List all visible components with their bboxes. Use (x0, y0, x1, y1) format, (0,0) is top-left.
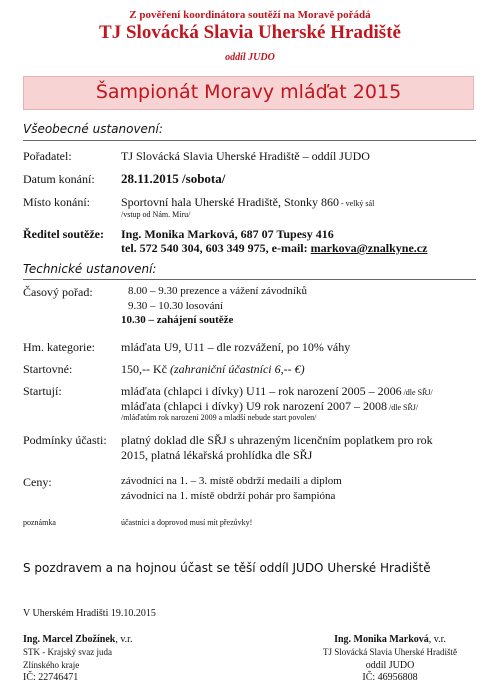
start-u9-note: /dle SŘJ/ (387, 403, 419, 412)
place-note-entry: /vstup od Nám. Míru/ (121, 210, 191, 219)
fee-label: Startovné: (23, 362, 73, 376)
conditions-line1: platný doklad dle SŘJ s uhrazeným licenčním poplatkem pro rok (121, 433, 433, 447)
signature-left-name: Ing. Marcel Zbožínek (23, 634, 116, 645)
signature-left-org: Zlínského kraje (23, 660, 80, 670)
signature-left-ic: IČ: 22746471 (23, 672, 79, 683)
start-line-u9 (121, 399, 418, 414)
fee-value: 150,-- Kč (121, 362, 170, 376)
divider (23, 279, 476, 280)
date-label: Datum konání: (23, 172, 95, 186)
conditions-label: Podmínky účasti: (23, 433, 107, 447)
technical-heading: Technické ustanovení: (23, 262, 157, 276)
section-label: oddíl JUDO (225, 52, 275, 63)
date-value: 28.11.2015 /sobota/ (121, 171, 226, 186)
start-u9: mláďata (chlapci i dívky) U9 rok narození 2007 – 2008 (121, 399, 388, 413)
conditions-line2: 2015, platná lékařská prohlídka dle SŘJ (121, 448, 313, 462)
divider (23, 140, 476, 141)
remark-label: poznámka (23, 518, 56, 527)
start-line-u11 (121, 384, 433, 399)
signature-right-suffix: , v.r. (428, 634, 446, 645)
club-title: TJ Slovácká Slavia Uherské Hradiště (99, 22, 401, 43)
schedule-item: 8.00 – 9.30 prezence a vážení závodníků (128, 285, 307, 297)
place-label: Místo konání: (23, 195, 91, 209)
general-heading: Všeobecné ustanovení: (23, 122, 163, 136)
organizer-value: TJ Slovácká Slavia Uherské Hradiště – oddíl JUDO (121, 149, 370, 163)
director-contact: tel. 572 540 304, 603 349 975, e-mail: (121, 241, 311, 255)
date-place: V Uherském Hradišti 19.10.2015 (23, 608, 156, 619)
signature-right-ic: IČ: 46956808 (362, 672, 418, 683)
prizes-line1: závodníci na 1. – 3. místě obdrží medaili a diplom (121, 475, 342, 487)
director-contact-line (121, 241, 427, 256)
schedule-item: 9.30 – 10.30 losování (128, 300, 224, 312)
schedule-item: 10.30 – zahájení soutěže (121, 314, 234, 326)
place-note: - velký sál (338, 199, 375, 208)
signature-left-role: STK - Krajský svaz juda (23, 647, 112, 657)
greeting: S pozdravem a na hojnou účast se těší oddíl JUDO Uherské Hradiště (23, 561, 431, 575)
prizes-label: Ceny: (23, 475, 52, 489)
document-title: Šampionát Moravy mláďat 2015 (95, 81, 402, 103)
start-label: Startují: (23, 384, 62, 398)
fee-line (121, 362, 305, 377)
schedule-label: Časový pořad: (23, 285, 93, 299)
header-line1: Z pověření koordinátora soutěží na Moravě pořádá (129, 9, 371, 21)
organizer-label: Pořadatel: (23, 149, 72, 163)
prizes-line2: závodníci na 1. místě obdrží pohár pro šampióna (121, 490, 336, 502)
signature-right-role: TJ Slovácká Slavia Uherské Hradiště (323, 647, 457, 657)
signature-right-org: oddíl JUDO (365, 660, 415, 671)
fee-note: (zahraniční účastníci 6,-- €) (169, 362, 305, 376)
signature-right-name: Ing. Monika Marková (334, 634, 429, 645)
place-value: Sportovní hala Uherské Hradiště, Stonky 860 (121, 195, 339, 209)
remark-value: účastníci a doprovod musí mít přezůvky! (121, 518, 253, 527)
start-u11: mláďata (chlapci i dívky) U11 – rok narození 2005 – 2006 (121, 384, 402, 398)
weight-value: mláďata U9, U11 – dle rozvážení, po 10% váhy (121, 340, 351, 354)
weight-label: Hm. kategorie: (23, 340, 95, 354)
director-name: Ing. Monika Marková, 687 07 Tupesy 416 (121, 227, 334, 241)
signature-right-name-line (302, 634, 478, 645)
director-email-link[interactable]: markova@znalkyne.cz (310, 241, 428, 255)
start-u11-note: /dle SŘJ/ (401, 388, 433, 397)
director-label: Ředitel soutěže: (23, 227, 104, 241)
signature-left-suffix: , v.r. (115, 634, 133, 645)
start-restriction-note: /mláďatům rok narození 2009 a mladší nebude start povolen/ (121, 413, 317, 422)
signature-left-name-line (23, 634, 132, 645)
place-line (121, 195, 374, 210)
title-banner (23, 76, 474, 110)
